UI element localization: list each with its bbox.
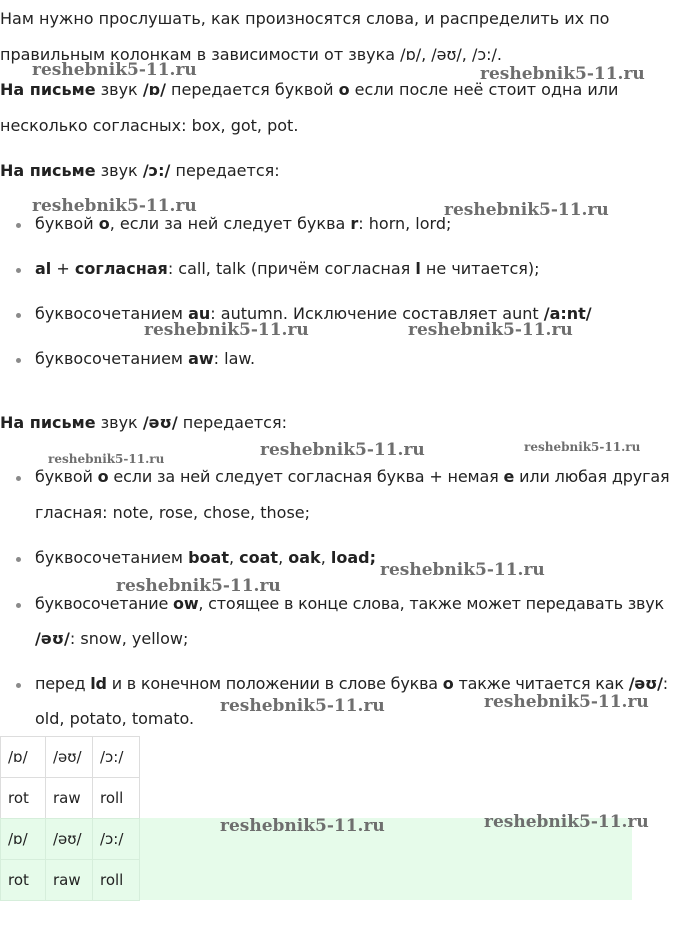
table-row xyxy=(1,819,140,860)
watermark: reshebnik5-11.ru xyxy=(32,60,197,80)
table-row xyxy=(1,737,140,778)
table-header-cell: /ɔ:/ xyxy=(93,737,140,778)
list-item: буквосочетанием boat, coat, oak, load; xyxy=(35,548,376,567)
bullet-dot xyxy=(16,603,21,608)
watermark: reshebnik5-11.ru xyxy=(524,440,641,454)
watermark: reshebnik5-11.ru xyxy=(220,696,385,716)
bullet-dot xyxy=(16,313,21,318)
intro-line-2: правильным колонкам в зависимости от звука /ɒ/, /əʊ/, /ɔ:/. xyxy=(0,45,503,64)
table-cell: rot xyxy=(1,778,46,819)
list-item-continuation: old, potato, tomato. xyxy=(35,709,195,728)
sound-table xyxy=(0,736,140,819)
watermark: reshebnik5-11.ru xyxy=(480,64,645,84)
bullet-dot xyxy=(16,476,21,481)
table-cell: rot xyxy=(1,860,46,901)
intro-line-1: Нам нужно прослушать, как произносятся слова, и распределить их по xyxy=(0,9,610,28)
table-row xyxy=(1,778,140,819)
bullet-dot xyxy=(16,557,21,562)
sound-label: /ɒ/ xyxy=(142,80,166,99)
para-o-line-2: несколько согласных: box, got, pot. xyxy=(0,116,299,135)
bullet-dot xyxy=(16,683,21,688)
watermark: reshebnik5-11.ru xyxy=(220,816,385,836)
para-o-line-1: На письме звук /ɒ/ передается буквой о если после неё стоит одна или xyxy=(0,80,619,99)
list-item: перед ld и в конечном положении в слове буква о также читается как /əʊ/: xyxy=(35,674,668,693)
bullet-dot xyxy=(16,268,21,273)
list-item: буквой о если за ней следует согласная буква + немая e или любая другая xyxy=(35,467,670,486)
watermark: reshebnik5-11.ru xyxy=(144,320,309,340)
table-header-cell: /əʊ/ xyxy=(46,819,93,860)
watermark: reshebnik5-11.ru xyxy=(484,812,649,832)
watermark: reshebnik5-11.ru xyxy=(444,200,609,220)
table-cell: roll xyxy=(93,778,140,819)
table-cell: roll xyxy=(93,860,140,901)
para-aw-heading: На письме звук /ɔ:/ передается: xyxy=(0,161,280,180)
table-header-cell: /ɒ/ xyxy=(1,737,46,778)
list-item: буквосочетание ow, стоящее в конце слова, также может передавать звук xyxy=(35,594,664,613)
watermark: reshebnik5-11.ru xyxy=(116,576,281,596)
watermark: reshebnik5-11.ru xyxy=(32,196,197,216)
bullet-dot xyxy=(16,223,21,228)
list-item: буквой о, если за ней следует буква r: horn, lord; xyxy=(35,214,452,233)
para-lead: На письме xyxy=(0,80,96,99)
table-header-cell: /ɔ:/ xyxy=(93,819,140,860)
para-lead: На письме xyxy=(0,161,96,180)
table-cell: raw xyxy=(46,778,93,819)
list-item-continuation: гласная: note, rose, chose, those; xyxy=(35,503,311,522)
sound-label: /əʊ/ xyxy=(142,413,178,432)
watermark: reshebnik5-11.ru xyxy=(380,560,545,580)
list-item: буквосочетанием au: autumn. Исключение составляет aunt /a:nt/ xyxy=(35,304,592,323)
table-header-cell: /ɒ/ xyxy=(1,819,46,860)
para-ou-heading: На письме звук /əʊ/ передается: xyxy=(0,413,287,432)
sound-label: /ɔ:/ xyxy=(142,161,171,180)
watermark: reshebnik5-11.ru xyxy=(260,440,425,460)
list-item: al + согласная: call, talk (причём согласная l не читается); xyxy=(35,259,540,278)
watermark: reshebnik5-11.ru xyxy=(48,452,165,466)
table-cell: raw xyxy=(46,860,93,901)
table-row xyxy=(1,860,140,901)
watermark: reshebnik5-11.ru xyxy=(408,320,573,340)
list-item: буквосочетанием aw: law. xyxy=(35,349,256,368)
table-header-cell: /əʊ/ xyxy=(46,737,93,778)
watermark: reshebnik5-11.ru xyxy=(484,692,649,712)
bullet-dot xyxy=(16,358,21,363)
para-lead: На письме xyxy=(0,413,96,432)
answer-table xyxy=(0,818,140,901)
list-item-continuation: /əʊ/: snow, yellow; xyxy=(35,629,189,648)
